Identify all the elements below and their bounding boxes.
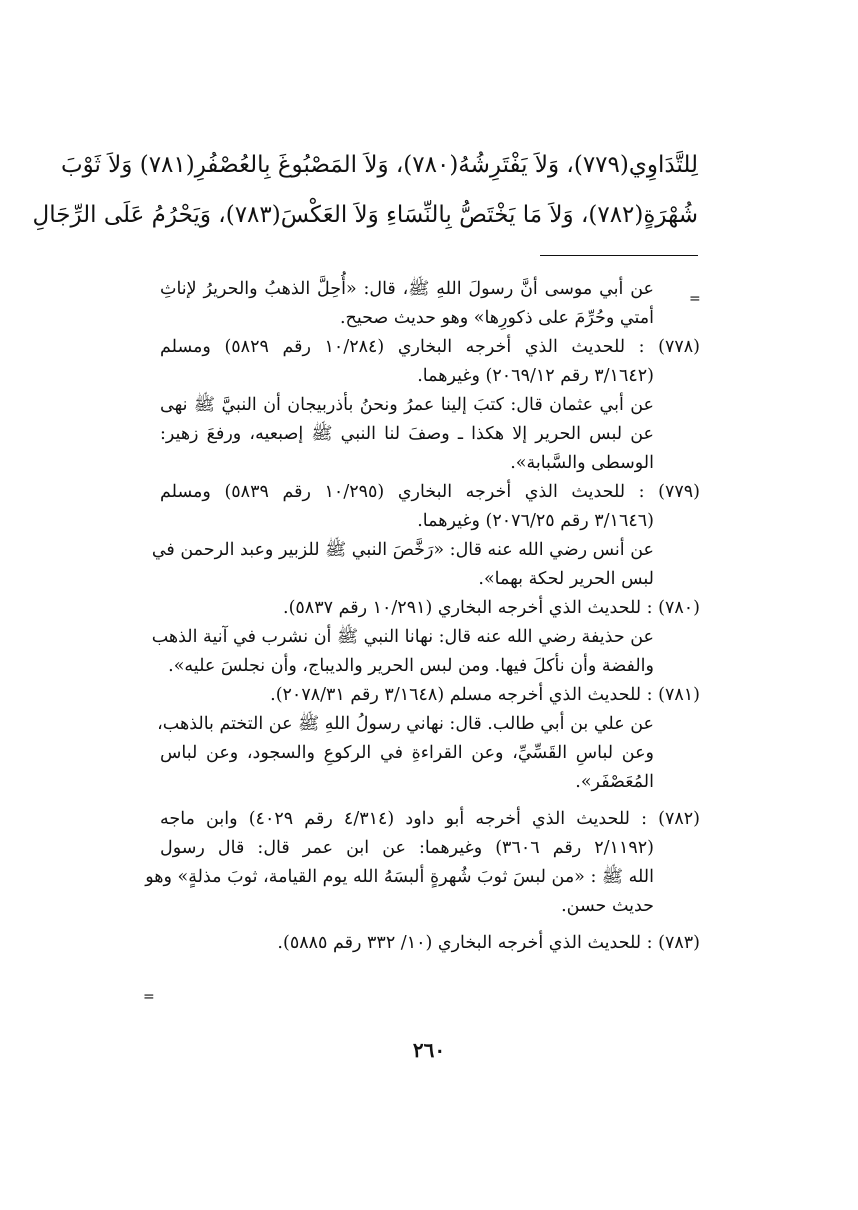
page-number: ٢٦٠ [412,1038,446,1062]
footnote-line: أمتي وحُرِّمَ على ذكورِها» وهو حديث صحيح. [339,308,654,328]
main-text-line: لِلتَّدَاوِي(٧٧٩)، وَلاَ يَفْتَرِشُهُ(٧٨٠)، وَلاَ المَصْبُوغَ بِالعُصْفُرِ(٧٨١) وَلاَ ثَوْبَ [60,152,698,178]
footnote-line: عن حذيفة رضي الله عنه قال: نهانا النبي ﷺ أن نشرب في آنية الذهب [151,627,654,647]
footnote-line: الله ﷺ : «من لبسَ ثوبَ شُهرةٍ ألبسَهُ الله يوم القيامة، ثوبَ مذلةٍ» وهو [145,867,654,887]
footnote-line: (٧٧٨) : للحديث الذي أخرجه البخاري (١٠/٢٨٤ رقم ٥٨٢٩) ومسلم [160,337,700,357]
footnote-line: الوسطى والسَّبابة». [510,453,654,473]
footnote-line: (٣/١٦٤٢ رقم ٢٠٦٩/١٢) وغيرهما. [417,366,654,386]
footnote-line: المُعَصْفَر». [575,772,654,792]
main-text-line: شُهْرَةٍ(٧٨٢)، وَلاَ مَا يَخْتَصُّ بِالنِّسَاءِ وَلاَ العَكْسَ(٧٨٣)، وَيَحْرُمُ عَلَى الرِّجَالِ [32,202,698,228]
footnote-783 [160,929,700,958]
footnote-782 [145,805,700,921]
footnote-continuation [160,275,700,333]
footnote-line: (٧٨١) : للحديث الذي أخرجه مسلم (٣/١٦٤٨ رقم ٢٠٧٨/٣١). [270,685,700,705]
footnote-line: (٧٨٠) : للحديث الذي أخرجه البخاري (١٠/٢٩١ رقم ٥٨٣٧). [283,598,700,618]
footnote-line: حديث حسن. [561,896,654,916]
footnote-line: (٣/١٦٤٦ رقم ٢٠٧٦/٢٥) وغيرهما. [417,511,654,531]
footnote-line: (٧٨٣) : للحديث الذي أخرجه البخاري (١٠/ ٣٣٢ رقم ٥٨٨٥). [277,933,700,953]
footnote-line: عن لبس الحرير إلا هكذا ـ وصفَ لنا النبي ﷺ إصبعيه، ورفعَ زهير: [160,424,654,444]
footnote-781 [157,681,700,797]
main-text-block [32,140,698,240]
footnote-780 [151,594,700,681]
footnote-line: (٧٨٢) : للحديث الذي أخرجه أبو داود (٤/٣١٤ رقم ٤٠٢٩) وابن ماجه [160,809,700,829]
footnote-line: عن أبي موسى أنَّ رسولَ اللهِ ﷺ، قال: «أُحِلَّ الذهبُ والحريرُ لإناثِ [160,279,654,299]
continuation-marker-top: = [689,291,701,307]
footnote-line: وعن لباسِ القَسِّيِّ، وعن القراءةِ في الركوعِ والسجود، وعن لباس [160,743,654,763]
footnote-line: عن أبي عثمان قال: كتبَ إلينا عمرُ ونحنُ بأذربيجان أن النبيَّ ﷺ نهى [160,395,654,415]
footnote-line: (٢/١١٩٢ رقم ٣٦٠٦) وغيرهما: عن ابن عمر قال: قال رسول [160,838,654,858]
footnote-separator [540,255,698,256]
footnote-778 [160,333,700,478]
continuation-marker-bottom: = [143,989,155,1005]
footnote-line: لبس الحرير لحكة بهما». [478,569,654,589]
footnote-line: عن أنس رضي الله عنه قال: «رَخَّصَ النبي ﷺ للزبير وعبد الرحمن في [151,540,654,560]
footnote-line: والفضة وأن نأكلَ فيها. ومن لبس الحرير والديباج، وأن نجلسَ عليه». [168,656,654,676]
footnotes-block [145,275,700,958]
footnote-line: (٧٧٩) : للحديث الذي أخرجه البخاري (١٠/٢٩٥ رقم ٥٨٣٩) ومسلم [160,482,700,502]
footnote-line: عن علي بن أبي طالب. قال: نهاني رسولُ اللهِ ﷺ عن التختم بالذهب، [157,714,654,734]
footnote-779 [151,478,700,594]
